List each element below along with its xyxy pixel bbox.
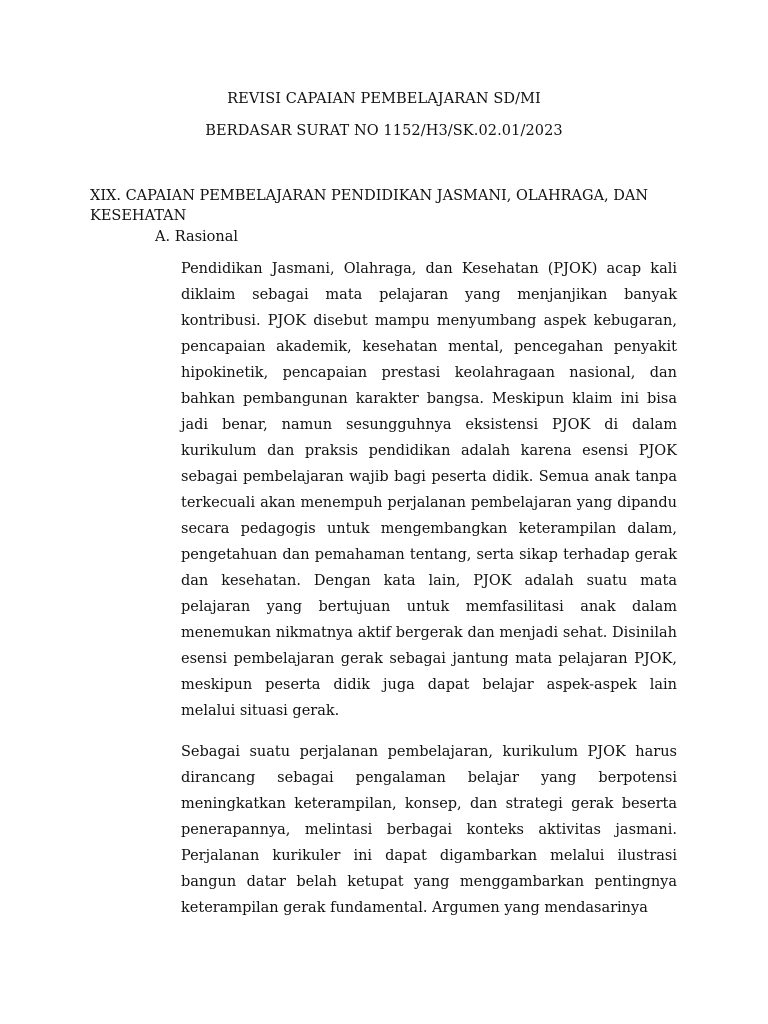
document-title-line-1: REVISI CAPAIAN PEMBELAJARAN SD/MI [227,91,541,107]
subsection-heading: A. Rasional [155,229,239,245]
document-title-line-2: BERDASAR SURAT NO 1152/H3/SK.02.01/2023 [205,123,563,139]
body-paragraph-2: Sebagai suatu perjalanan pembelajaran, kurikulum PJOK harus dirancang sebagai pengalaman belajar yang berpotensi meningkatkan keterampilan, konsep, dan strategi gerak beserta penerapannya, melintasi berbagai konteks aktivitas jasmani. Perjalanan kurikuler ini dapat digambarkan melalui ilustrasi bangun datar belah ketupat yang menggambarkan pentingnya keterampilan gerak fundamental. Argumen yang mendasarinya [181,744,677,916]
body-paragraph-1: Pendidikan Jasmani, Olahraga, dan Kesehatan (PJOK) acap kali diklaim sebagai mata pelajaran yang menjanjikan banyak kontribusi. PJOK disebut mampu menyumbang aspek kebugaran, pencapaian akademik, kesehatan mental, pencegahan penyakit hipokinetik, pencapaian prestasi keolahragaan nasional, dan bahkan pembangunan karakter bangsa. Meskipun klaim ini bisa jadi benar, namun sesungguhnya eksistensi PJOK di dalam kurikulum dan praksis pendidikan adalah karena esensi PJOK sebagai pembelajaran wajib bagi peserta didik. Semua anak tanpa terkecuali akan menempuh perjalanan pembelajaran yang dipandu secara pedagogis untuk mengembangkan keterampilan dalam, pengetahuan dan pemahaman tentang, serta sikap terhadap gerak dan kesehatan. Dengan kata lain, PJOK adalah suatu mata pelajaran yang bertujuan untuk memfasilitasi anak dalam menemukan nikmatnya aktif bergerak dan menjadi sehat. Disinilah esensi pembelajaran gerak sebagai jantung mata pelajaran PJOK, meskipun peserta didik juga dapat belajar aspek-aspek lain melalui situasi gerak. [181,261,677,719]
section-heading: XIX. CAPAIAN PEMBELAJARAN PENDIDIKAN JASMANI, OLAHRAGA, DAN KESEHATAN [90,188,649,224]
